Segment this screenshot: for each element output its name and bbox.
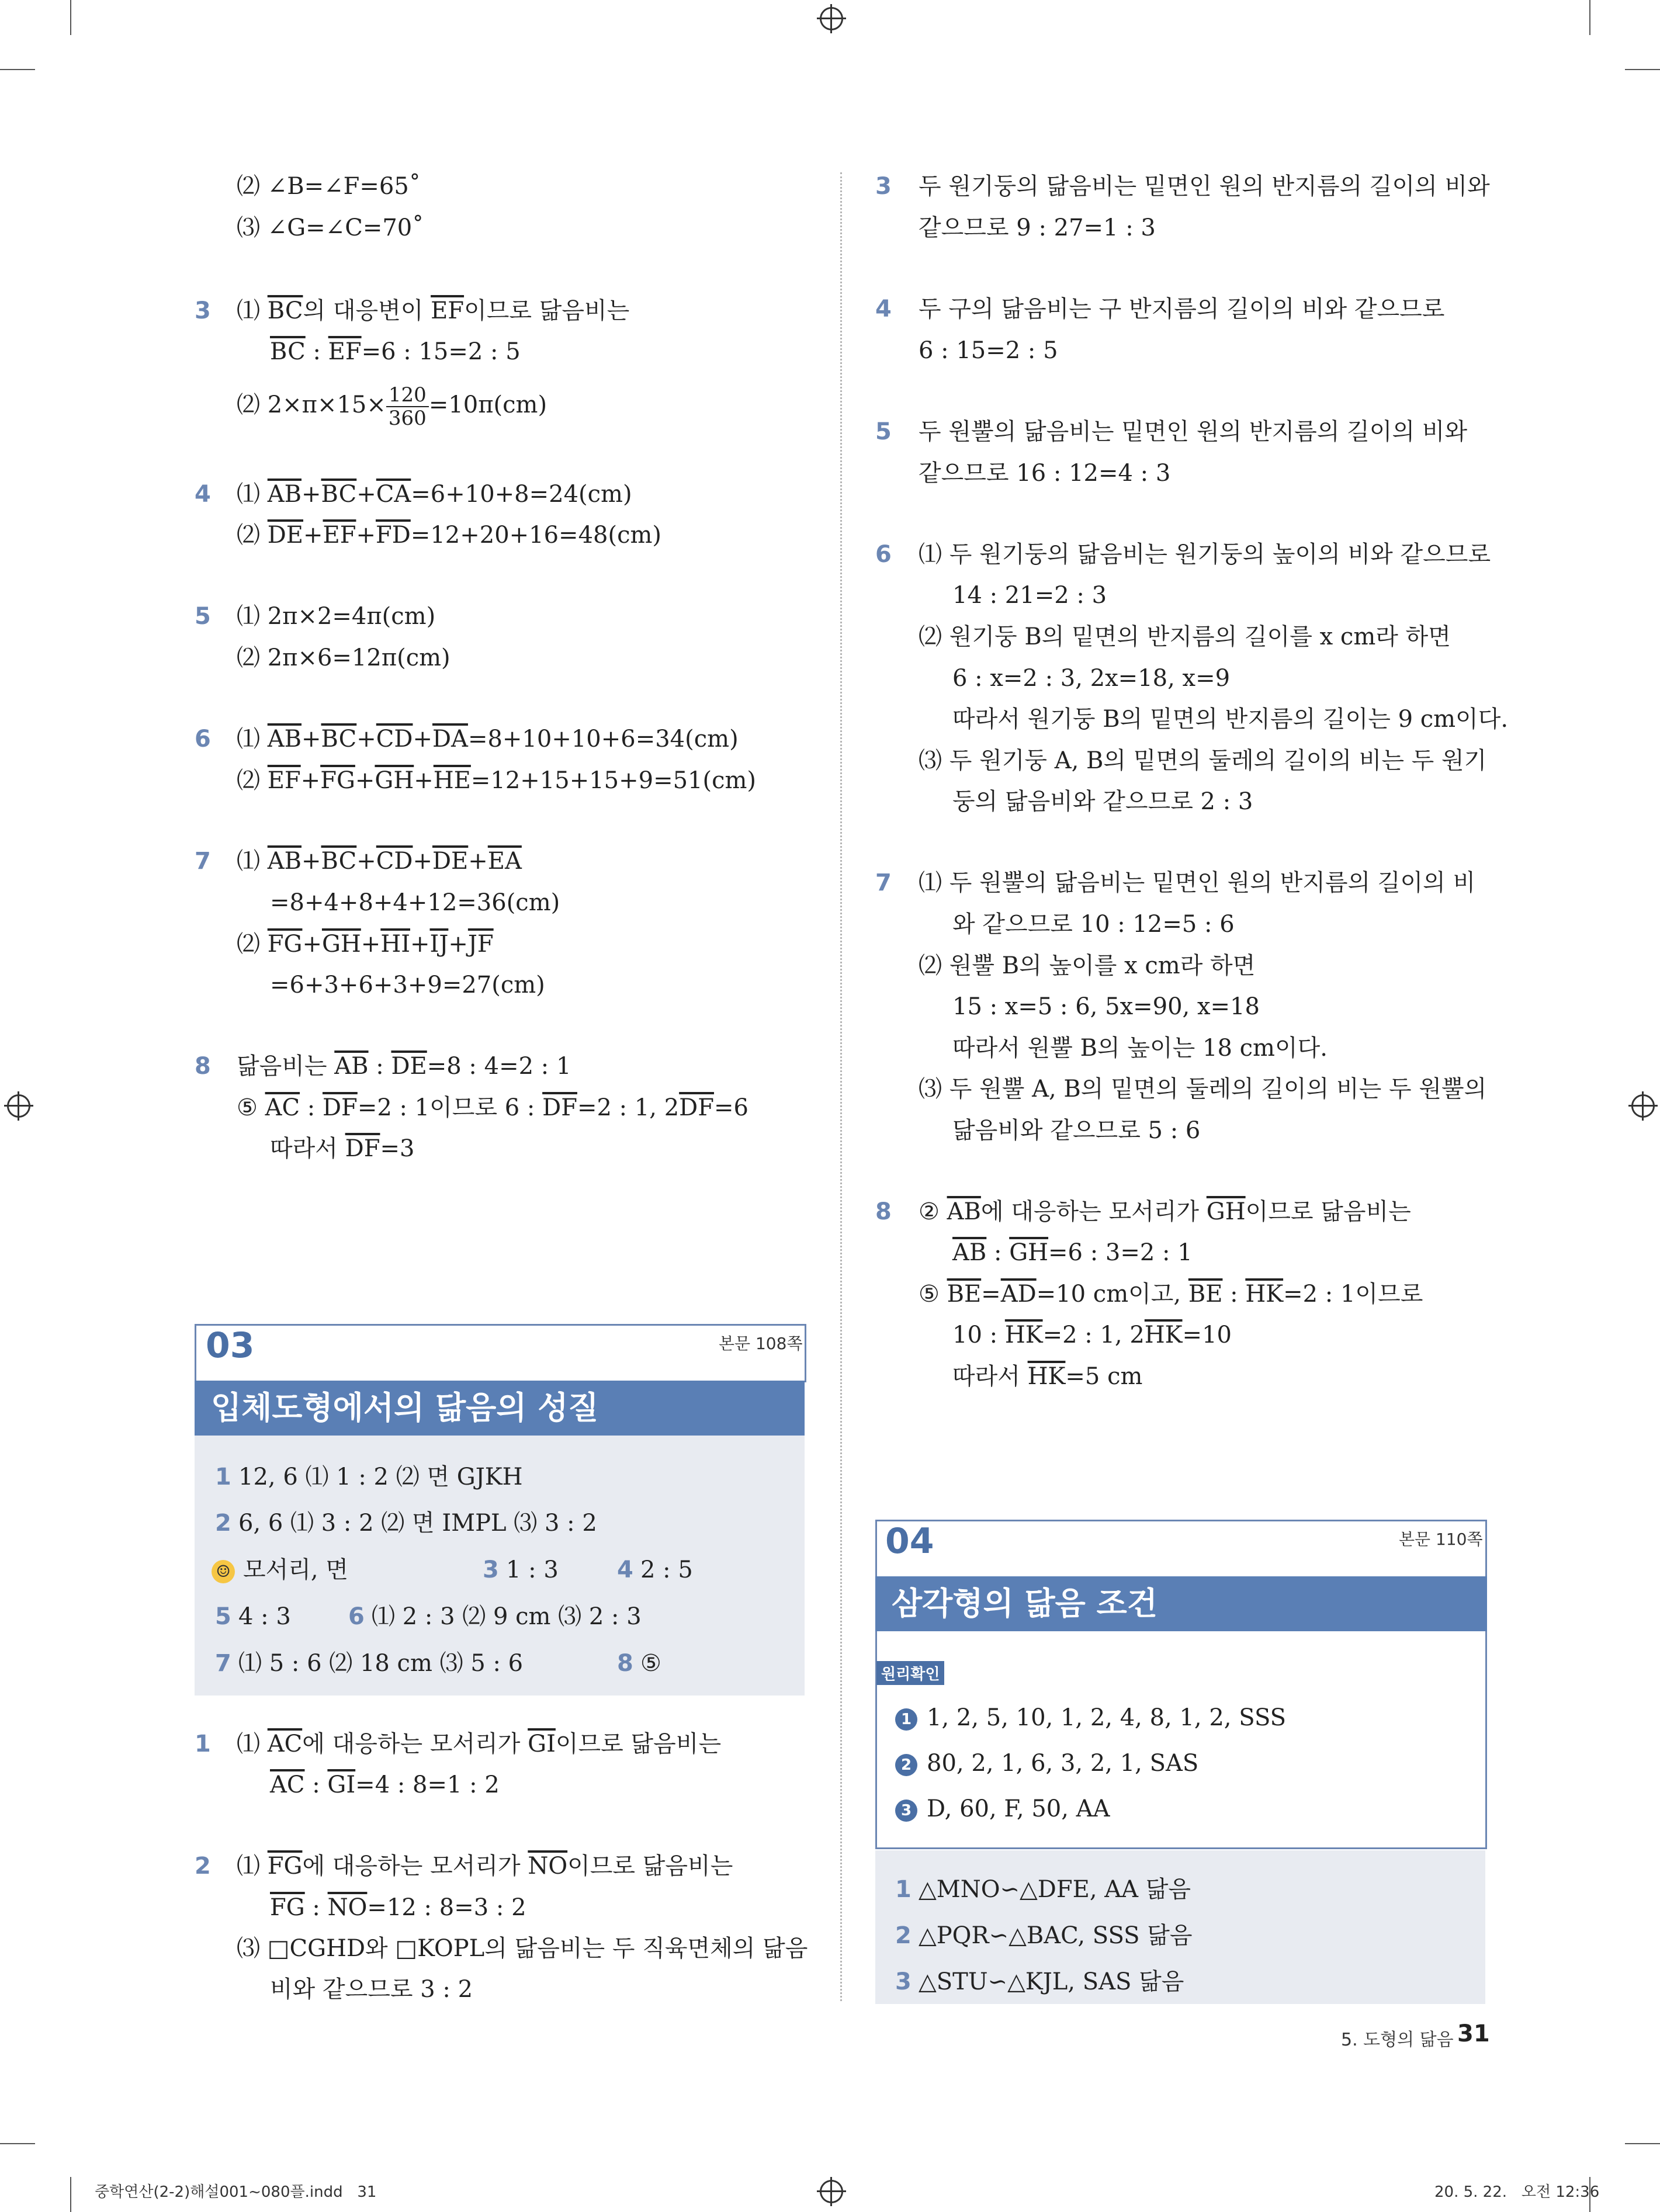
principle-check-badge: 원리확인 <box>876 1661 944 1685</box>
answer-line: ⑴ $\overline{AB}+\overline{BC}+\overline{CD}+\overline{DA}=8+10+10+6=34(cm)$ <box>237 726 739 753</box>
answer-line: ⑵ $\overline{DE}+\overline{EF}+\overline{FD}=12+20+16=48(cm)$ <box>237 522 662 549</box>
column-divider <box>840 172 842 2001</box>
answer-number: 2 <box>215 1510 231 1537</box>
answer-line: ⑤ $\overline{AC}$ : $\overline{DF}=2$ : 1이므로 6 : $\overline{DF}=2$ : 1, $2\overline{DF}=6$ <box>237 1094 748 1121</box>
answer-line: 닮음비는 $\overline{AB}$ : $\overline{DE}=8$ : 4=2 : 1 <box>237 1053 571 1080</box>
question-number: 8 <box>195 1053 211 1080</box>
answer-line: ⑴ 5 : 6 ⑵ 18 cm ⑶ 5 : 6 <box>238 1650 524 1677</box>
print-date: 20. 5. 22. 오전 12:36 <box>1434 2183 1600 2201</box>
answer-line: 비와 같으므로 3 : 2 <box>270 1976 473 2003</box>
crop-mark <box>0 2143 35 2144</box>
answer-line: ⑴ $\overline{AB}+\overline{BC}+\overline{CA}=6+10+8=24(cm)$ <box>237 481 632 508</box>
answer-line: 6 : x=2 : 3, 2x=18, x=9 <box>952 665 1231 692</box>
question-number: 5 <box>195 603 211 630</box>
answer-line: ⑴ $\overline{AB}+\overline{BC}+\overline{CD}+\overline{DE}+\overline{EA}$ <box>237 848 522 875</box>
answer-line: ⑤ <box>640 1650 661 1677</box>
answer-number: 3 <box>483 1556 499 1583</box>
principle-line: 3 D, 60, F, 50, AA <box>895 1795 1110 1823</box>
answer-number: 1 <box>215 1464 231 1490</box>
circled-number-icon: 2 <box>895 1754 917 1776</box>
answer-line: 1 : 3 <box>506 1556 559 1583</box>
answer-line: ⑶ 두 원기둥 A, B의 밑면의 둘레의 길이의 비는 두 원기 <box>919 747 1487 774</box>
section-header-box <box>875 1520 1487 1578</box>
answer-number: 1 <box>895 1876 912 1903</box>
answer-line: 4 : 3 <box>238 1603 291 1630</box>
answer-line: =8+4+8+4+12=36(cm) <box>270 889 560 916</box>
question-number: 4 <box>195 481 211 508</box>
answer-line: ⑤ $\overline{BE}=\overline{AD}=10$ cm이고, $\overline{BE}$ : $\overline{HK}=2$ : 1이므로 <box>919 1281 1423 1308</box>
crop-mark <box>0 69 35 70</box>
answer-line: ⑵ 원기둥 B의 밑면의 반지름의 길이를 x cm라 하면 <box>919 623 1451 650</box>
section-title: 삼각형의 닮음 조건 <box>875 1576 1487 1631</box>
answer-line: ⑵ $\overline{FG}+\overline{GH}+\overline{HI}+\overline{IJ}+\overline{JF}$ <box>237 931 494 958</box>
answer-line: ⑴ $\overline{BC}$의 대응변이 $\overline{EF}$이므로 닮음비는 <box>237 297 630 324</box>
answer-number: 3 <box>895 1968 912 1995</box>
crop-mark <box>1589 0 1590 35</box>
registration-mark-icon <box>820 7 843 30</box>
answer-line: 6 : 15=2 : 5 <box>919 337 1058 364</box>
answer-line: ⑴ $\overline{FG}$에 대응하는 모서리가 $\overline{NO}$이므로 닮음비는 <box>237 1853 733 1880</box>
answer-line: 따라서 $\overline{HK}=5$ cm <box>952 1363 1143 1390</box>
answer-line: ⑴ 두 원기둥의 닮음비는 원기둥의 높이의 비와 같으므로 <box>919 541 1491 568</box>
answer-line: 따라서 원기둥 B의 밑면의 반지름의 길이는 9 cm이다. <box>952 706 1509 733</box>
answer-line: ⑵ 원뿔 B의 높이를 x cm라 하면 <box>919 952 1256 979</box>
answer-line: ⑴ 2π×2=4π(cm) <box>237 603 436 630</box>
print-file-info: 중학연산(2-2)해설001~080플.indd 31 <box>95 2183 377 2201</box>
section-code: 03 <box>206 1325 255 1366</box>
answer-number: 2 <box>895 1922 912 1949</box>
answer-line: ⑵ $\overline{EF}+\overline{FG}+\overline{GH}+\overline{HE}=12+15+15+9=51(cm)$ <box>237 767 757 794</box>
answer-line: ⑴ $\overline{AC}$에 대응하는 모서리가 $\overline{GI}$이므로 닮음비는 <box>237 1731 722 1757</box>
principle-line: 1 1, 2, 5, 10, 1, 2, 4, 8, 1, 2, SSS <box>895 1704 1286 1732</box>
answer-number: 7 <box>215 1650 231 1677</box>
answer-line: 12, 6 ⑴ 1 : 2 ⑵ 면 GJKH <box>238 1464 523 1490</box>
chapter-label: 5. 도형의 닮음 <box>1341 2030 1454 2050</box>
answer-line: ⑵ 2π×6=12π(cm) <box>237 644 450 671</box>
answer-line: 2 : 5 <box>640 1556 693 1583</box>
crop-mark <box>1625 69 1660 70</box>
answer-line: ⑶ ∠G=∠C=70˚ <box>237 214 424 241</box>
page-number: 31 <box>1457 2020 1490 2047</box>
answer-line: 두 구의 닮음비는 구 반지름의 길이의 비와 같으므로 <box>919 296 1445 323</box>
answer-line: ⑶ □CGHD와 □KOPL의 닮음비는 두 직육면체의 닮음 <box>237 1935 808 1962</box>
answer-line: ⑶ 두 원뿔 A, B의 밑면의 둘레의 길이의 비는 두 원뿔의 <box>919 1076 1487 1102</box>
question-number: 3 <box>875 173 892 200</box>
section-code: 04 <box>885 1521 934 1562</box>
answer-line: ⑴ 2 : 3 ⑵ 9 cm ⑶ 2 : 3 <box>372 1603 642 1630</box>
answer-number: 8 <box>617 1650 633 1677</box>
crop-mark <box>70 0 71 35</box>
answer-line: ⑵ 2×π×15× $\frac{120}{360}$ =10π(cm) <box>237 383 547 430</box>
answer-line: =6+3+6+3+9=27(cm) <box>270 972 545 998</box>
crop-mark <box>1625 2143 1660 2144</box>
answer-number: 6 <box>348 1603 365 1630</box>
answer-line: △MNO∽△DFE, AA 닮음 <box>919 1876 1191 1903</box>
answer-line: △STU∽△KJL, SAS 닮음 <box>919 1968 1184 1995</box>
fraction: $\frac{120}{360}$ <box>386 384 429 429</box>
question-number: 2 <box>195 1853 211 1880</box>
answer-line: 와 같으므로 10 : 12=5 : 6 <box>952 911 1235 938</box>
question-number: 6 <box>195 726 211 753</box>
answer-line: 10 : $\overline{HK}=2$ : 1, $2\overline{HK}=10$ <box>952 1322 1232 1348</box>
question-number: 8 <box>875 1198 892 1225</box>
registration-mark-icon <box>1631 1094 1655 1118</box>
section-header-box <box>195 1324 806 1382</box>
page-reference: 본문 108쪽 <box>719 1334 803 1353</box>
answer-line: 따라서 원뿔 B의 높이는 18 cm이다. <box>952 1035 1328 1062</box>
answer-line: ② $\overline{AB}$에 대응하는 모서리가 $\overline{GH}$이므로 닮음비는 <box>919 1198 1411 1225</box>
answer-line: $\overline{FG}$ : $\overline{NO}=12$ : 8=3 : 2 <box>270 1894 526 1921</box>
question-number: 4 <box>875 296 892 323</box>
answer-line: 둥의 닮음비와 같으므로 2 : 3 <box>952 788 1253 815</box>
answer-line: $\overline{AB}$ : $\overline{GH}=6$ : 3=2 : 1 <box>952 1239 1193 1266</box>
registration-mark-icon <box>820 2180 843 2203</box>
answer-line: ☺ 모서리, 면 <box>212 1556 348 1584</box>
answer-number: 4 <box>617 1556 633 1583</box>
registration-mark-icon <box>7 1094 30 1118</box>
answer-line: 따라서 $\overline{DF}=3$ <box>270 1135 415 1162</box>
circled-number-icon: 3 <box>895 1800 917 1822</box>
question-number: 3 <box>195 297 211 324</box>
answer-line: 15 : x=5 : 6, 5x=90, x=18 <box>952 993 1260 1020</box>
principle-line: 2 80, 2, 1, 6, 3, 2, 1, SAS <box>895 1749 1198 1777</box>
answer-line: 닮음비와 같으므로 5 : 6 <box>952 1117 1201 1144</box>
section-title: 입체도형에서의 닮음의 성질 <box>195 1381 805 1436</box>
crop-mark <box>70 2177 71 2212</box>
answer-number: 5 <box>215 1603 231 1630</box>
answer-line: $\overline{AC}$ : $\overline{GI}=4$ : 8=1 : 2 <box>270 1771 500 1798</box>
answer-line: ⑴ 두 원뿔의 닮음비는 밑면인 원의 반지름의 길이의 비 <box>919 869 1476 896</box>
answer-line: 같으므로 9 : 27=1 : 3 <box>919 214 1156 241</box>
question-number: 6 <box>875 541 892 568</box>
question-number: 7 <box>195 848 211 875</box>
answer-line: 두 원뿔의 닮음비는 밑면인 원의 반지름의 길이의 비와 <box>919 418 1468 445</box>
answer-line: 두 원기둥의 닮음비는 밑면인 원의 반지름의 길이의 비와 <box>919 173 1490 200</box>
smile-icon: ☺ <box>212 1560 235 1583</box>
question-number: 5 <box>875 418 892 445</box>
answer-line: 같으므로 16 : 12=4 : 3 <box>919 460 1171 487</box>
answer-line: △PQR∽△BAC, SSS 닮음 <box>919 1922 1193 1949</box>
answer-line: $\overline{BC}$ : $\overline{EF}=6$ : 15=2 : 5 <box>270 338 521 365</box>
circled-number-icon: 1 <box>895 1708 917 1731</box>
question-number: 7 <box>875 869 892 896</box>
answer-line: 6, 6 ⑴ 3 : 2 ⑵ 면 IMPL ⑶ 3 : 2 <box>238 1510 597 1537</box>
question-number: 1 <box>195 1731 211 1757</box>
page-reference: 본문 110쪽 <box>1399 1530 1483 1549</box>
answer-line: 14 : 21=2 : 3 <box>952 582 1107 609</box>
answer-line: ⑵ ∠B=∠F=65˚ <box>237 173 421 200</box>
